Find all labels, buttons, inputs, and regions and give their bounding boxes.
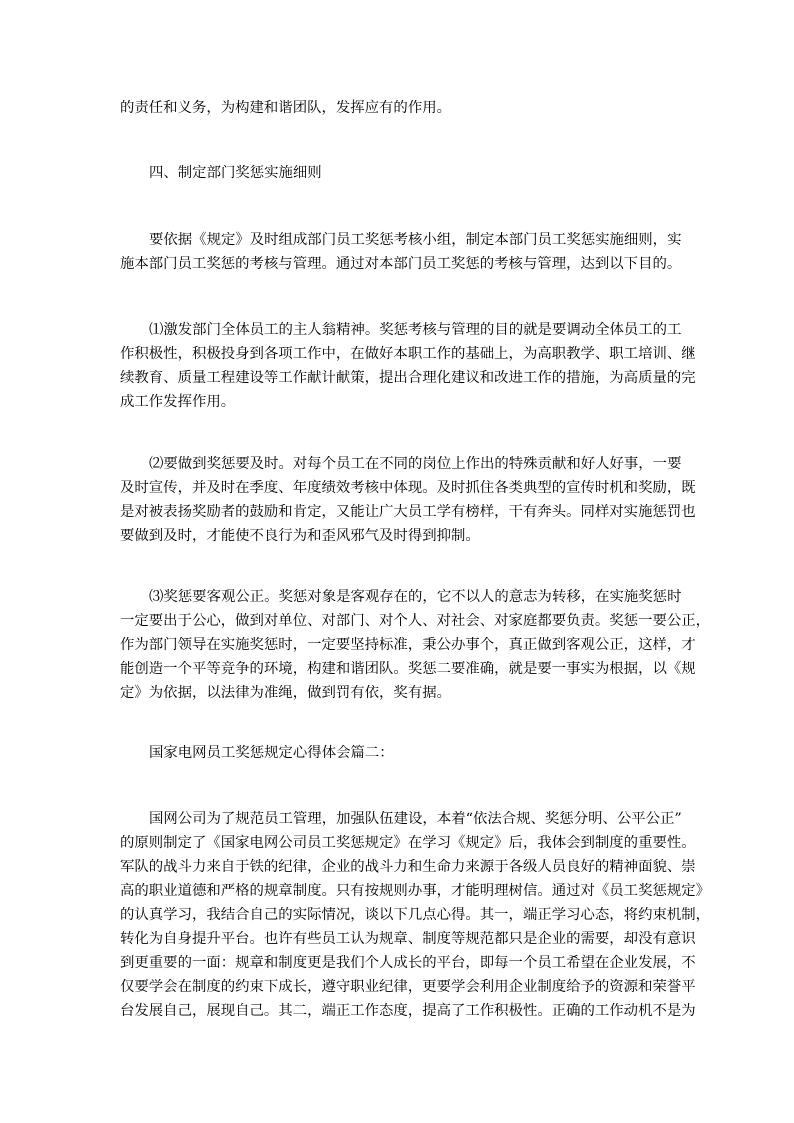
text-line: 一定要出于公心，做到对单位、对部门、对个人、对社会、对家庭都要负责。奖惩一要公正， — [120, 613, 711, 629]
list-item-1 — [120, 318, 696, 414]
text-line: 定》为依据，以法律为准绳，做到罚有依，奖有据。 — [120, 685, 451, 701]
part2-heading — [120, 741, 680, 765]
text-line: 的原则制定了《国家电网公司员工奖惩规定》在学习《规定》后，我体会到制度的重要性。 — [120, 835, 696, 851]
text-line: 成工作发挥作用。 — [120, 394, 236, 410]
section-heading-4 — [120, 161, 680, 185]
text-line: 军队的战斗力来自于铁的纪律，企业的战斗力和生命力来源于各级人员良好的精神面貌、崇 — [120, 859, 696, 875]
text-line: 转化为自身提升平台。也许有些员工认为规章、制度等规范都只是企业的需要，却没有意识 — [120, 931, 696, 947]
intro-paragraph — [120, 96, 680, 120]
text-line: 国网公司为了规范员工管理，加强队伍建设，本着“依法合规、奖惩分明、公平公正” — [149, 811, 682, 827]
section-heading-text: 四、制定部门奖惩实施细则 — [149, 165, 322, 181]
text-line: ⑴激发部门全体员工的主人翁精神。奖惩考核与管理的目的就是要调动全体员工的工 — [149, 322, 682, 338]
text-line: 作积极性，积极投身到各项工作中，在做好本职工作的基础上，为高职教学、职工培训、继 — [120, 346, 696, 362]
text-line: 要依据《规定》及时组成部门员工奖惩考核小组，制定本部门员工奖惩实施细则，实 — [149, 232, 682, 248]
text-line: 是对被表扬奖励者的鼓励和肯定，又能让广大员工学有榜样，干有奔头。同样对实施惩罚也 — [120, 504, 696, 520]
text-line: 仅要学会在制度的约束下成长，遵守职业纪律，更要学会利用企业制度给予的资源和荣誉平 — [120, 979, 696, 995]
text-line: 到更重要的一面：规章和制度更是我们个人成长的平台，即每一个员工希望在企业发展，不 — [120, 955, 696, 971]
text-line: ⑶奖惩要客观公正。奖惩对象是客观存在的，它不以人的意志为转移，在实施奖惩时 — [149, 589, 682, 605]
text-line: 的认真学习，我结合自己的实际情况，谈以下几点心得。其一，端正学习心态，将约束机制， — [120, 907, 711, 923]
text-line: 要做到及时，才能使不良行为和歪风邪气及时得到抑制。 — [120, 528, 480, 544]
text-line: ⑵要做到奖惩要及时。对每个员工在不同的岗位上作出的特殊贡献和好人好事，一要 — [149, 456, 682, 472]
list-item-3 — [120, 585, 711, 705]
section4-paragraph — [120, 228, 680, 276]
text-line: 台发展自己，展现自己。其二，端正工作态度，提高了工作积极性。正确的工作动机不是为 — [120, 1003, 696, 1019]
text-line: 作为部门领导在实施奖惩时，一定要坚持标准，秉公办事个，真正做到客观公正，这样，才 — [120, 637, 696, 653]
text-line: 续教育、质量工程建设等工作献计献策，提出合理化建议和改进工作的措施，为高质量的完 — [120, 370, 696, 386]
part-heading-text: 国家电网员工奖惩规定心得体会篇二： — [149, 745, 394, 761]
text-line: 施本部门员工奖惩的考核与管理。通过对本部门员工奖惩的考核与管理，达到以下目的。 — [120, 256, 682, 272]
text-line: 的责任和义务，为构建和谐团队，发挥应有的作用。 — [120, 100, 451, 116]
part2-paragraph — [120, 807, 711, 1023]
list-item-2 — [120, 452, 696, 548]
text-line: 及时宣传，并及时在季度、年度绩效考核中体现。及时抓住各类典型的宣传时机和奖励，既 — [120, 480, 696, 496]
text-line: 能创造一个平等竞争的环境，构建和谐团队。奖惩二要准确，就是要一事实为根据，以《规 — [120, 661, 696, 677]
text-line: 高的职业道德和严格的规章制度。只有按规则办事，才能明理树信。通过对《员工奖惩规定》 — [120, 883, 711, 899]
